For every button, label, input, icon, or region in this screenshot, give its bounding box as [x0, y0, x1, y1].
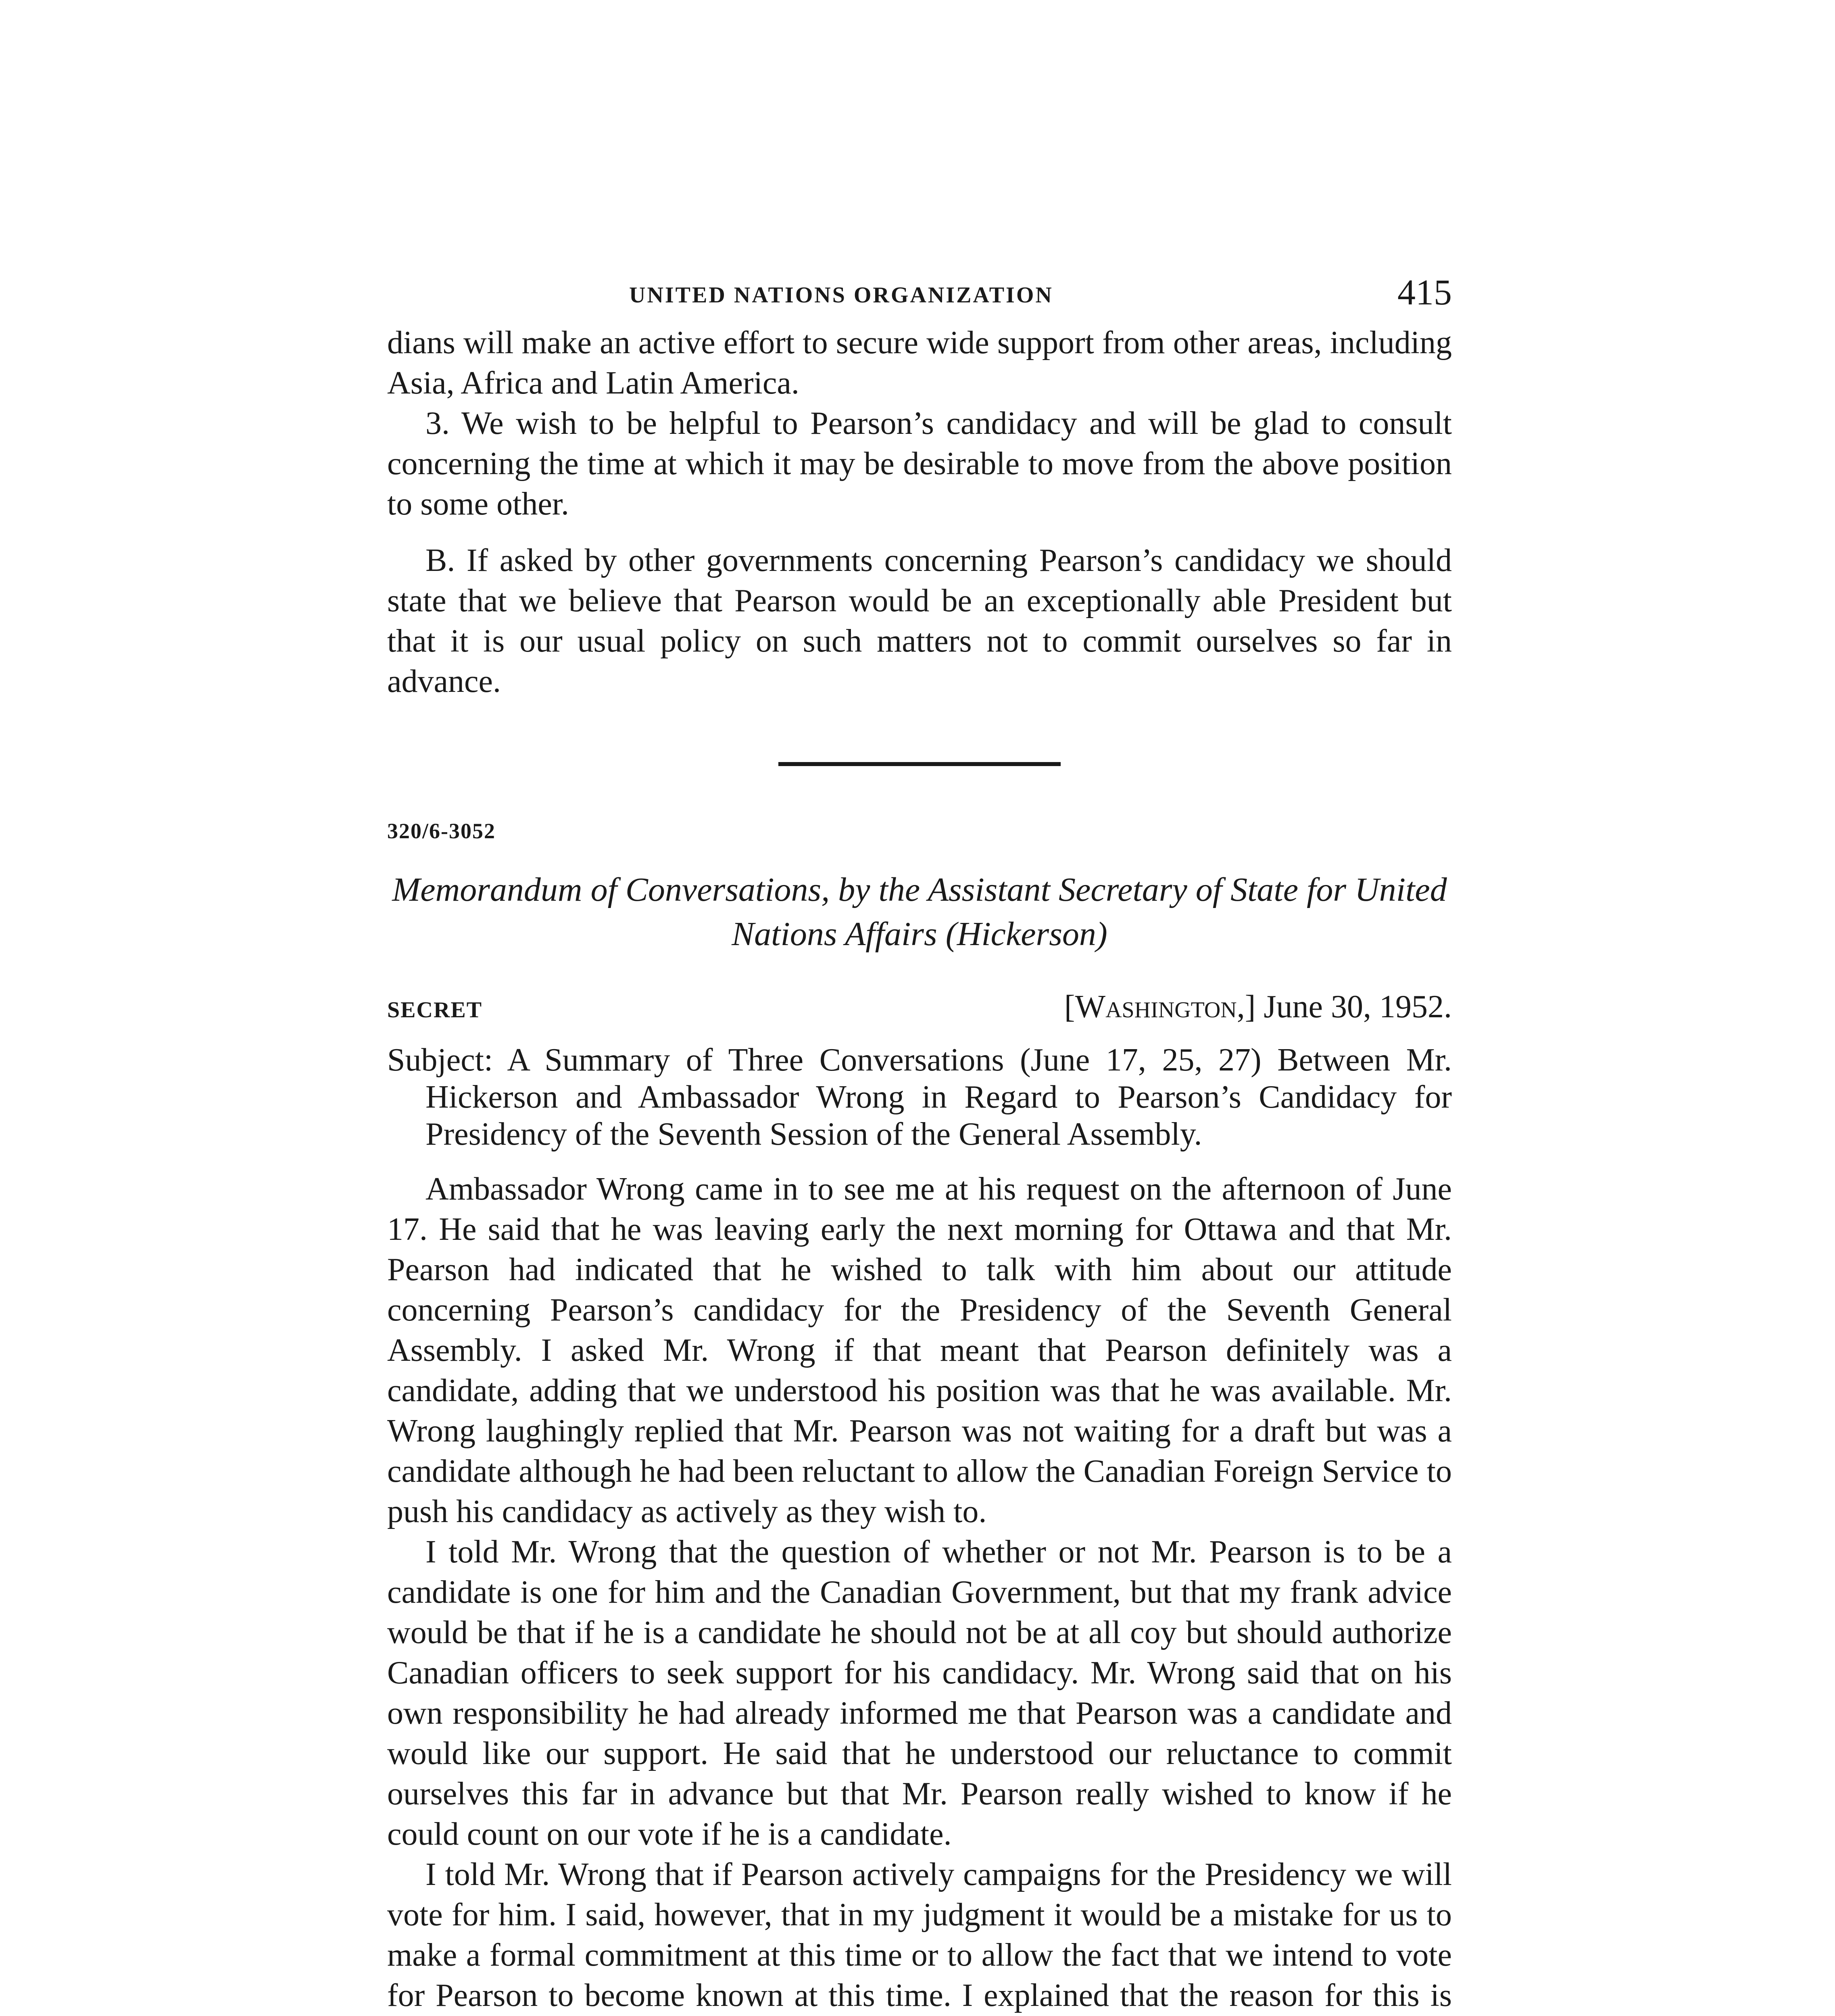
- subject-line: Subject: A Summary of Three Conversations (June 17, 25, 27) Between Mr. Hickerson and Ambassador Wrong in Regard to Pearson’s Candidacy for Presidency of the Seventh Session of the General Assembly.: [387, 1042, 1452, 1152]
- paragraph-a2-end: dians will make an active effort to secure wide support from other areas, including Asia, Africa and Latin America.: [387, 325, 1452, 401]
- paragraph-a3: 3. We wish to be helpful to Pearson’s candidacy and will be glad to consult concerning the time at which it may be desirable to move from the above position to some other.: [387, 406, 1452, 522]
- classification-label: SECRET: [387, 998, 483, 1023]
- body-paragraph-1: Ambassador Wrong came in to see me at his request on the afternoon of June 17. He said that he was leaving early the next morning for Ottawa and that Mr. Pearson had indicated that he wished to talk with him about our attitude concerning Pearson’s candidacy for the Presidency of the Seventh General Assembly. I asked Mr. Wrong if that meant that Pearson definitely was a candidate, adding that we understood his position was that he was available. Mr. Wrong laughingly replied that Mr. Pearson was not waiting for a draft but was a candidate although he had been reluctant to allow the Canadian Foreign Service to push his candidacy as actively as they wish to.: [387, 1171, 1452, 1529]
- running-title: UNITED NATIONS ORGANIZATION: [629, 283, 1053, 308]
- document-title: Memorandum of Conversations, by the Assistant Secretary of State for United Nations Affairs (Hickerson): [392, 871, 1447, 953]
- memorandum-body: [387, 1169, 1452, 2016]
- file-number: 320/6-3052: [387, 819, 496, 843]
- dateline-date: June 30, 1952.: [1264, 989, 1452, 1025]
- classification-row: [387, 989, 1452, 1025]
- page-number: 415: [1397, 273, 1452, 312]
- paragraph-b: B. If asked by other governments concerning Pearson’s candidacy we should state that we believe that Pearson would be an exceptionally able President but that it is our usual policy on such matters not to commit ourselves so far in advance.: [387, 543, 1452, 699]
- body-paragraph-3: I told Mr. Wrong that if Pearson actively campaigns for the Presidency we will vote for him. I said, however, that in my judgment it would be a mistake for us to make a formal commitment at this time or to allow the fact that we intend to vote for Pearson to become known at this time. I explained that the reason for this is: [387, 1857, 1452, 2013]
- document-page: [387, 274, 1452, 2016]
- dateline: [1064, 989, 1452, 1025]
- dateline-place: [Washington,]: [1064, 989, 1256, 1025]
- running-head: [387, 274, 1452, 323]
- section-divider: [778, 762, 1061, 766]
- body-paragraph-2: I told Mr. Wrong that the question of whether or not Mr. Pearson is to be a candidate is one for him and the Canadian Government, but that my frank advice would be that if he is a candidate he should not be at all coy but should authorize Canadian officers to seek support for his candidacy. Mr. Wrong said that on his own responsibility he had already informed me that Pearson was a candidate and would like our support. He said that he understood our reluctance to commit ourselves this far in advance but that Mr. Pearson really wished to know if he could count on our vote if he is a candidate.: [387, 1534, 1452, 1852]
